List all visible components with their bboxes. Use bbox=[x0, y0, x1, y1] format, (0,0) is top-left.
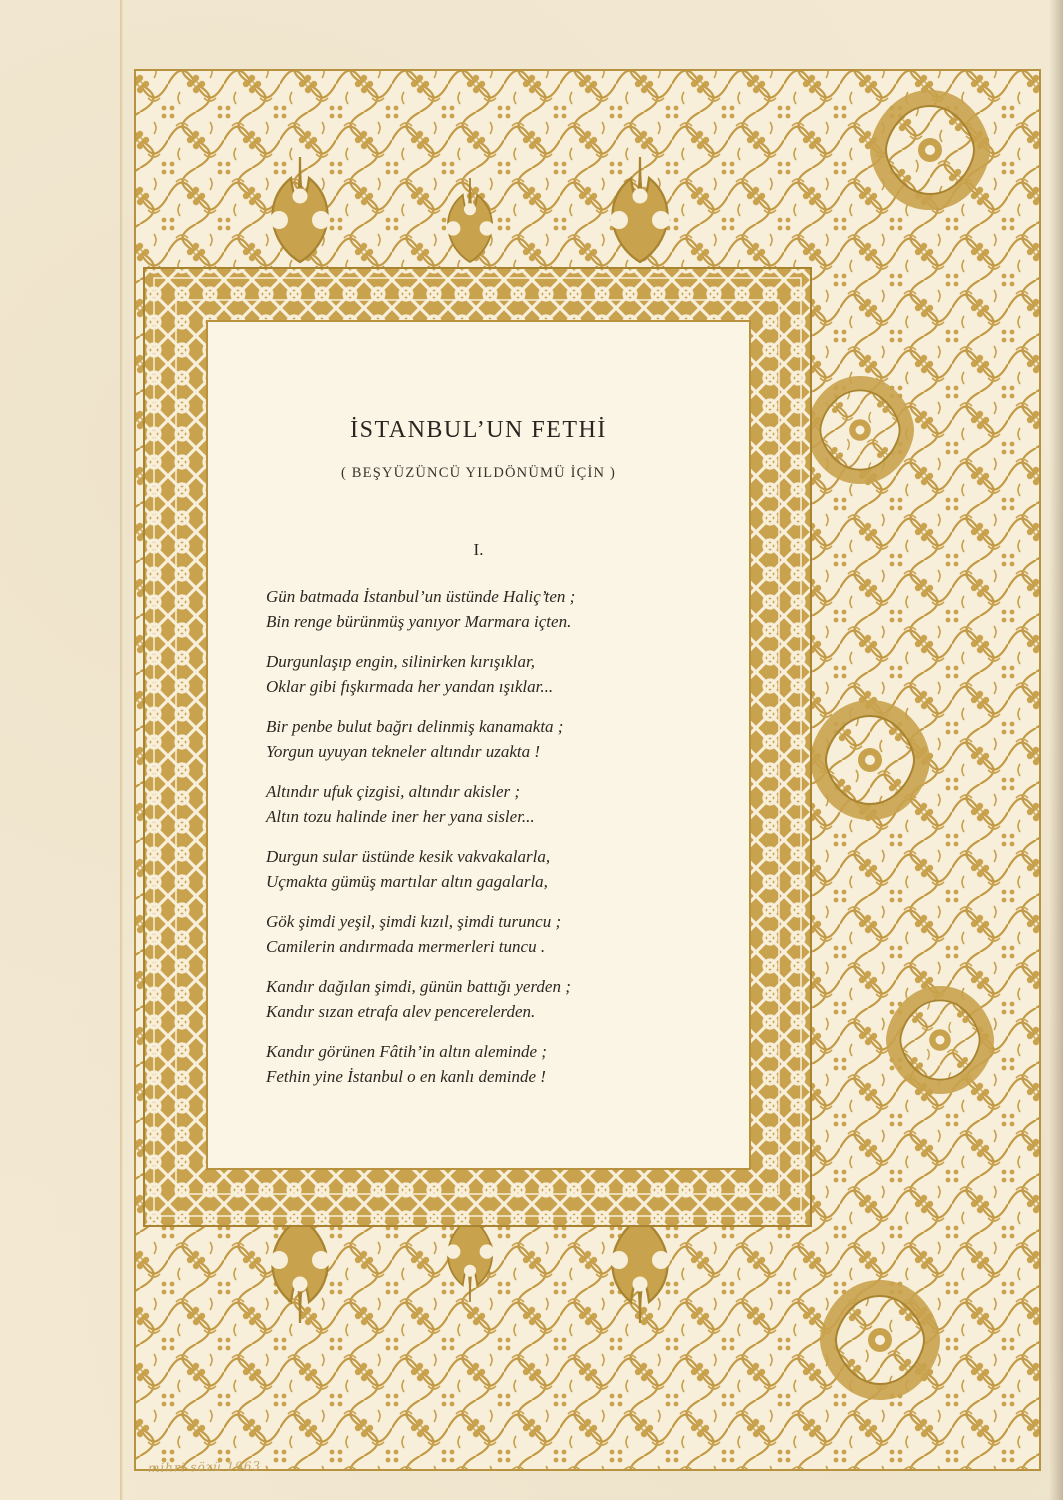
poem-line: Bin renge bürünmüş yanıyor Marmara içten. bbox=[266, 612, 572, 631]
handwritten-note: mihri sözü 1963 bbox=[147, 1459, 262, 1475]
stanza bbox=[266, 1039, 726, 1089]
poem-line: Durgunlaşıp engin, silinirken kırışıklar, bbox=[266, 652, 536, 671]
poem-line: Altındır ufuk çizgisi, altındır akisler ; bbox=[266, 782, 521, 801]
poem-line: Oklar gibi fışkırmada her yandan ışıklar... bbox=[266, 677, 554, 696]
poem-line: Altın tozu halinde iner her yana sisler... bbox=[266, 807, 535, 826]
poem-line: Kandır görünen Fâtih’in altın aleminde ; bbox=[266, 1042, 547, 1061]
poem-line: Kandır dağılan şimdi, günün battığı yerden ; bbox=[266, 977, 571, 996]
poem-line: Uçmakta gümüş martılar altın gagalarla, bbox=[266, 872, 548, 891]
poem-line: Yorgun uyuyan tekneler altındır uzakta ! bbox=[266, 742, 541, 761]
poem-body bbox=[266, 584, 726, 1104]
poem-line: Durgun sular üstünde kesik vakvakalarla, bbox=[266, 847, 551, 866]
poem-subtitle: ( BEŞYÜZÜNCÜ YILDÖNÜMÜ İÇİN ) bbox=[340, 465, 617, 481]
stanza bbox=[266, 584, 726, 634]
stanza bbox=[266, 779, 726, 829]
poem-line: Camilerin andırmada mermerleri tuncu . bbox=[266, 937, 546, 956]
poem-line: Gök şimdi yeşil, şimdi kızıl, şimdi turuncu ; bbox=[266, 912, 562, 931]
stanza bbox=[266, 974, 726, 1024]
poem-line: Kandır sızan etrafa alev pencerelerden. bbox=[266, 1002, 536, 1021]
stanza bbox=[266, 844, 726, 894]
poem-line: Fethin yine İstanbul o en kanlı deminde ! bbox=[266, 1067, 546, 1086]
poem-line: Gün batmada İstanbul’un üstünde Haliç’ten ; bbox=[266, 587, 576, 606]
stanza bbox=[266, 909, 726, 959]
poem-line: Bir penbe bulut bağrı delinmiş kanamakta ; bbox=[266, 717, 564, 736]
stanza bbox=[266, 714, 726, 764]
section-number: I. bbox=[473, 540, 484, 559]
poem-panel bbox=[206, 320, 751, 1170]
poem-title: İSTANBUL’UN FETHİ bbox=[350, 417, 607, 443]
stanza bbox=[266, 649, 726, 699]
